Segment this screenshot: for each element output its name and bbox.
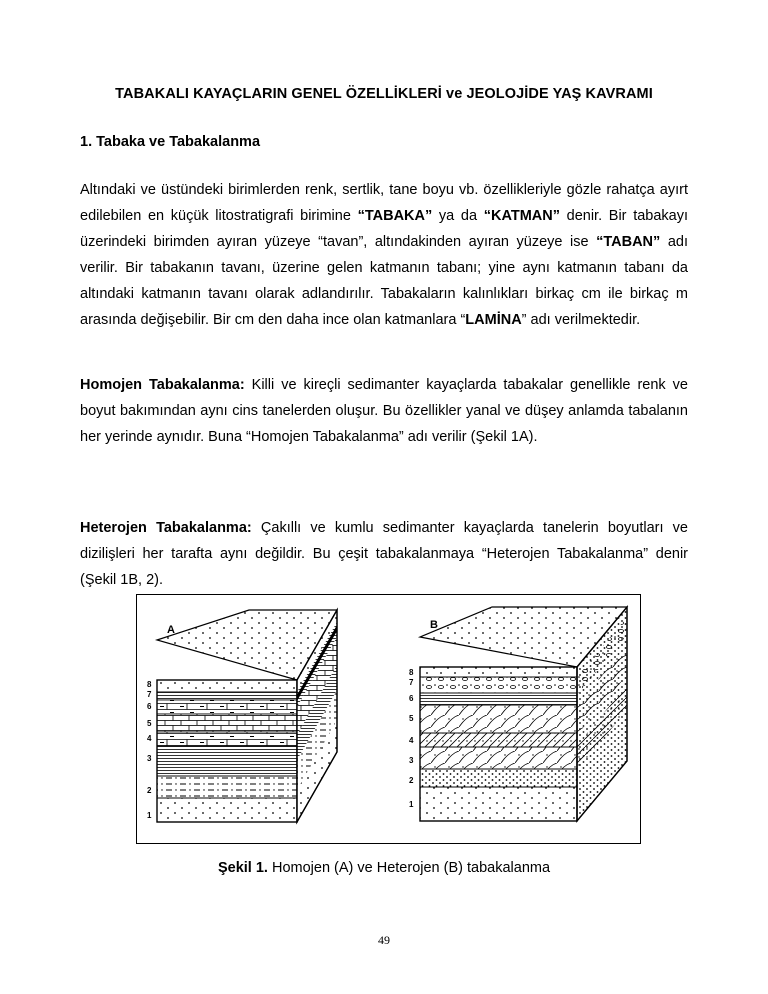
layer-numbers-b bbox=[409, 668, 414, 809]
paragraph-text: Çakıllı ve kumlu sedimanter kayaçlarda tanelerin boyutları ve dizilişleri her tarafta aynı değildir. Bu çeşit tabakalanmaya “Heterojen Tabakalanma” denir (Şekil 1B, 2). bbox=[80, 520, 688, 588]
paragraph-text: Altındaki ve üstündeki birimlerden renk, sertlik, tane boyu vb. özellikleriyle gözle rahatça ayırt edilebilen en küçük litostratigrafi birimine bbox=[80, 182, 688, 224]
layer-number: 7 bbox=[147, 690, 152, 699]
layer-number: 3 bbox=[147, 754, 152, 763]
paragraph-tabaka bbox=[80, 177, 688, 333]
layer-number: 5 bbox=[147, 719, 152, 728]
layer-number: 4 bbox=[147, 734, 152, 743]
layer-number: 6 bbox=[147, 702, 152, 711]
panel-a-label: A bbox=[167, 624, 175, 636]
paragraph-heterojen bbox=[80, 515, 688, 593]
layer-number: 1 bbox=[147, 811, 152, 820]
panel-b-label: B bbox=[430, 619, 438, 631]
layer-number: 2 bbox=[147, 786, 152, 795]
layer-number: 3 bbox=[409, 756, 414, 765]
layer-numbers-a bbox=[147, 680, 152, 820]
term-katman: “KATMAN” bbox=[483, 208, 560, 224]
paragraph-homojen bbox=[80, 372, 688, 450]
figure-caption bbox=[0, 860, 768, 876]
term-heterojen: Heterojen Tabakalanma: bbox=[80, 520, 252, 536]
section-heading: 1. Tabaka ve Tabakalanma bbox=[80, 134, 261, 150]
paragraph-text: adı verilir. Bir tabakanın tavanı, üzerine gelen katmanın tabanı; yine aynı katmanın tabanı da altındaki katmanın tavanı olarak adlandırılır. Tabakaların kalınlıkları birkaç cm ile birkaç m arasında değişebilir. Bir cm den daha ince olan katmanlara “ bbox=[80, 234, 688, 328]
figure-stratification bbox=[136, 594, 641, 844]
term-tabaka: “TABAKA” bbox=[357, 208, 433, 224]
page-number: 49 bbox=[378, 933, 390, 947]
term-lamina: LAMİNA bbox=[465, 312, 522, 328]
term-taban: “TABAN” bbox=[596, 234, 661, 250]
layer-number: 8 bbox=[147, 680, 152, 689]
caption-label: Şekil 1. bbox=[217, 860, 268, 876]
layer-number: 5 bbox=[409, 714, 414, 723]
page-title: TABAKALI KAYAÇLARIN GENEL ÖZELLİKLERİ ve JEOLOJİDE YAŞ KAVRAMI bbox=[115, 86, 653, 102]
block-a-homojen bbox=[157, 610, 337, 822]
layer-number: 7 bbox=[409, 678, 414, 687]
layer-number: 2 bbox=[409, 776, 414, 785]
layer-number: 1 bbox=[409, 800, 414, 809]
paragraph-text: Killi ve kireçli sedimanter kayaçlarda tabakalar genellikle renk ve boyut bakımından aynı cins tanelerden oluşur. Bu özellikler yanal ve düşey anlamda tabalanın her yerinde aynıdır. Buna “Homojen Tabakalanma” adı verilir (Şekil 1A). bbox=[80, 377, 688, 445]
layer-number: 6 bbox=[409, 694, 414, 703]
paragraph-text: denir. Bir tabakayı üzerindeki birimden ayıran yüzeye “tavan”, altındakinden ayıran yüzeye ise bbox=[80, 208, 689, 250]
block-b-heterojen bbox=[420, 607, 627, 821]
caption-text: Homojen (A) ve Heterojen (B) tabakalanma bbox=[267, 860, 551, 876]
term-homojen: Homojen Tabakalanma: bbox=[80, 377, 245, 393]
paragraph-text: ” adı verilmektedir. bbox=[521, 312, 641, 328]
stratification-diagram bbox=[137, 595, 640, 843]
layer-number: 4 bbox=[409, 736, 414, 745]
layer-number: 8 bbox=[409, 668, 414, 677]
paragraph-text: ya da bbox=[432, 208, 484, 224]
